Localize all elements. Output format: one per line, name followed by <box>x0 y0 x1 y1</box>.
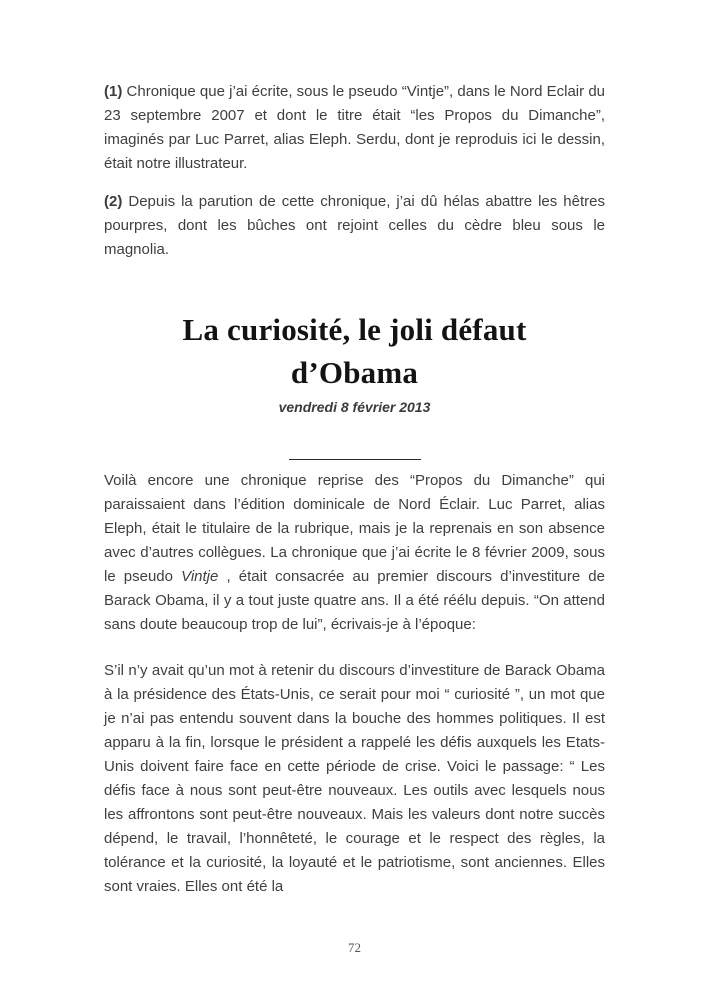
footnote-1-text: Chronique que j’ai écrite, sous le pseudo “Vintje”, dans le Nord Eclair du 23 septembre 2007 et dont le titre était “les Propos du Dimanche”, imaginés par Luc Parret, alias Eleph. Serdu, dont je reproduis ici le dessin, était notre illustrateur. <box>104 83 605 172</box>
page-content <box>104 0 605 899</box>
paragraph-1-text-start: Voilà encore une chronique reprise des “Propos du Dimanche” qui paraissaient dans l’édition dominicale de Nord Éclair. Luc Parret, alias Eleph, était le titulaire de la rubrique, mais je la reprenais en son absence avec d’autres collègues. La chronique que j’ai écrite le 8 février 2009, sous le pseudo <box>104 472 605 585</box>
paragraph-1-text-end: , était consacrée au premier discours d’investiture de Barack Obama, il y a tout juste quatre ans. Il a été réélu depuis. “On attend sans doute beaucoup trop de lui”, écrivais-je à l’époque: <box>104 568 605 633</box>
footnote-1 <box>104 80 605 176</box>
paragraph-2-text: S’il n’y avait qu’un mot à retenir du discours d’investiture de Barack Obama à la présidence des États-Unis, ce serait pour moi “ curiosité ”, un mot que je n’ai pas entendu souvent dans la bouche des hommes politiques. Il est apparu à la fin, lorsque le président a rappelé les défis auxquels les Etats-Unis doivent faire face en cette période de crise. Voici le passage: “ Les défis face à nous sont peut-être nouveaux. Les outils avec lesquels nous les affrontons sont peut-être nouveaux. Mais les valeurs dont notre succès dépend, le travail, l’honnêteté, le courage et le respect des règles, la tolérance et la curiosité, la loyauté et le patriotisme, sont anciennes. Elles sont vraies. Elles ont été la <box>104 662 605 895</box>
paragraph-2 <box>104 659 605 899</box>
footnote-2 <box>104 190 605 262</box>
paragraph-1 <box>104 469 605 637</box>
paragraph-1-pseudo-italic: Vintje <box>181 568 219 585</box>
footnote-2-text: Depuis la parution de cette chronique, j’ai dû hélas abattre les hêtres pourpres, dont les bûches ont rejoint celles du cèdre bleu sous le magnolia. <box>104 193 605 258</box>
footnote-1-marker: (1) <box>104 83 123 100</box>
page-number: 72 <box>348 940 361 955</box>
article-date: vendredi 8 février 2013 <box>278 399 431 415</box>
article-title-line-1: La curiosité, le joli défaut <box>182 312 527 347</box>
article-title-line-2: d’Obama <box>290 355 419 390</box>
article-title <box>104 308 605 394</box>
section-divider <box>289 459 421 460</box>
footnote-2-marker: (2) <box>104 193 123 210</box>
